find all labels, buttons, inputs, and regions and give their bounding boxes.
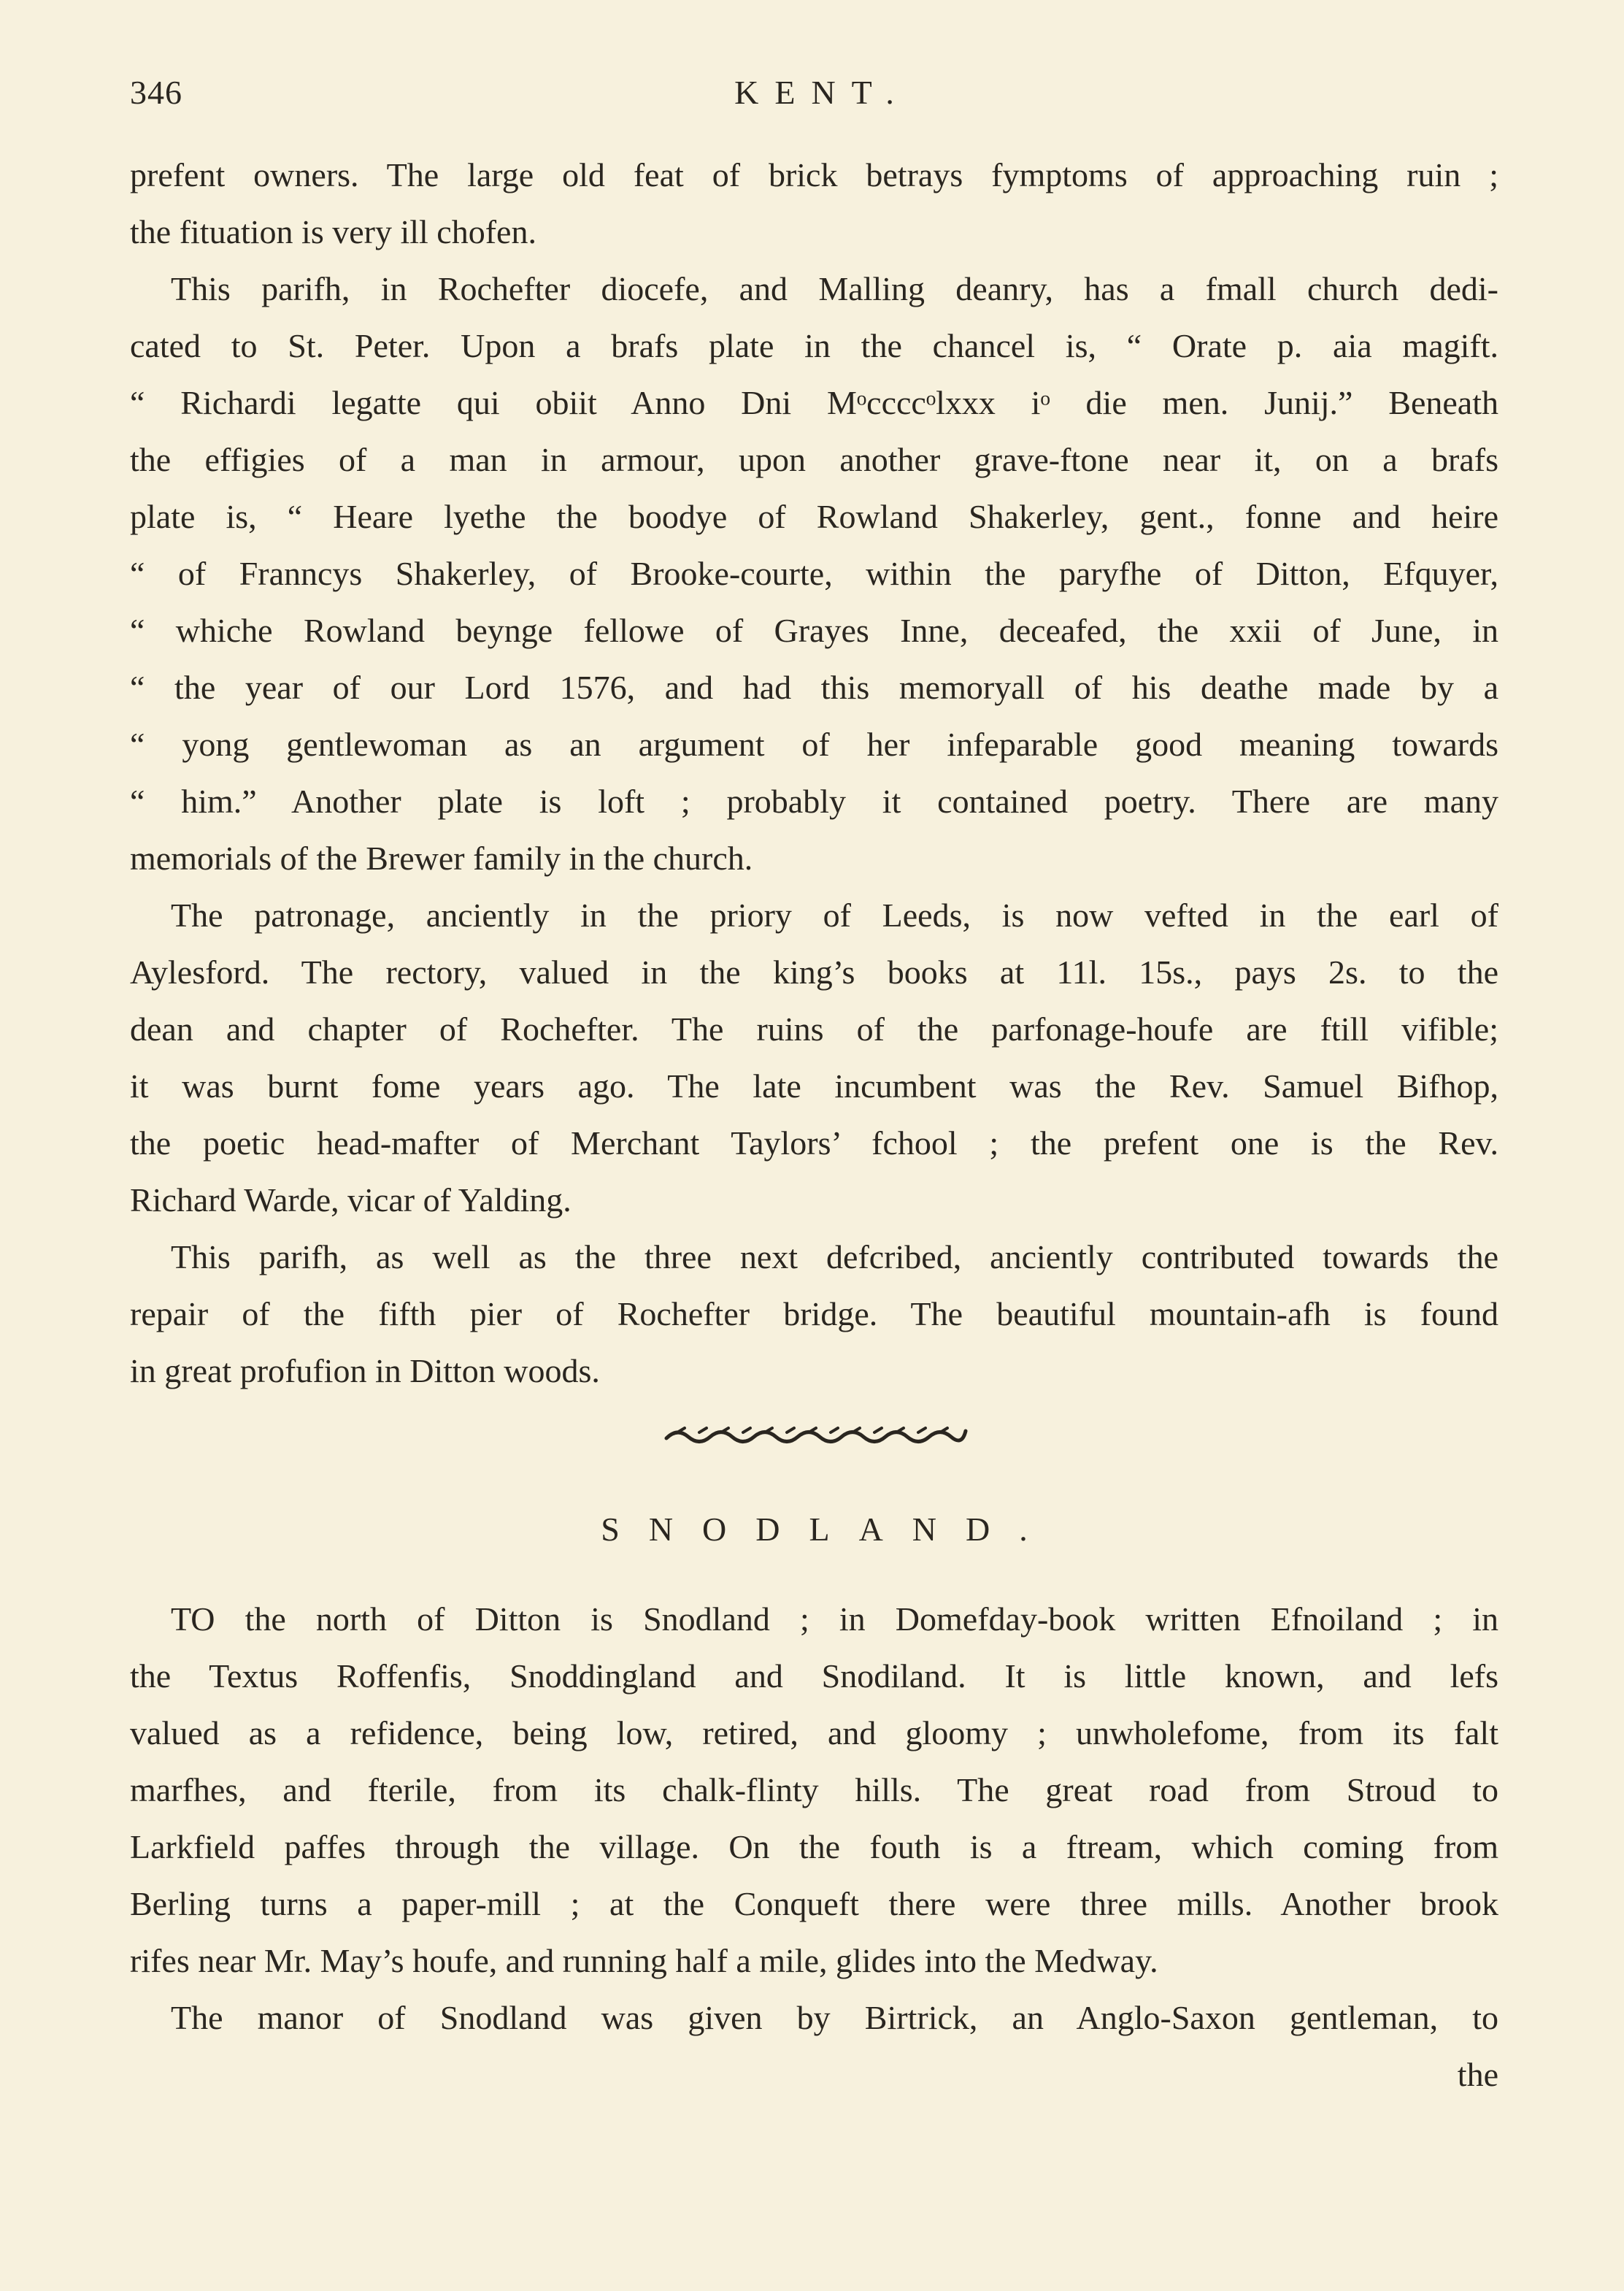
text-line: dean and chapter of Rochefter. The ruins of the parfonage-houfe are ftill vifible; (130, 1010, 1498, 1048)
text-line: prefent owners. The large old feat of brick betrays fymptoms of approaching ruin ; (130, 156, 1498, 193)
text-line: cated to St. Peter. Upon a brafs plate in the chancel is, “ Orate p. aia magift. (130, 327, 1498, 364)
text-line: “ the year of our Lord 1576, and had this memoryall of his deathe made by a (130, 669, 1498, 706)
text-line: plate is, “ Heare lyethe the boodye of Rowland Shakerley, gent., fonne and heire (130, 498, 1498, 535)
text-line: valued as a refidence, being low, retired, and gloomy ; unwholefome, from its falt (130, 1714, 1498, 1751)
text-line: “ of Franncys Shakerley, of Brooke-courte, within the paryfhe of Ditton, Efquyer, (130, 555, 1498, 592)
text-line: it was burnt fome years ago. The late incumbent was the Rev. Samuel Bifhop, (130, 1067, 1498, 1105)
text-line: TO the north of Ditton is Snodland ; in Domefday-book written Efnoiland ; in (171, 1600, 1498, 1638)
text-line: “ whiche Rowland beynge fellowe of Grayes Inne, deceafed, the xxii of June, in (130, 612, 1498, 649)
running-title: KENT. (734, 74, 910, 111)
text-line: This parifh, as well as the three next defcribed, anciently contributed towards the (171, 1238, 1498, 1275)
catchword: the (1457, 2056, 1498, 2093)
text-line: the Textus Roffenfis, Snoddingland and Snodiland. It is little known, and lefs (130, 1657, 1498, 1695)
text-line: repair of the fifth pier of Rochefter bridge. The beautiful mountain-afh is found (130, 1295, 1498, 1332)
text-line: memorials of the Brewer family in the church. (130, 840, 753, 877)
section-title: SNODLAND. (601, 1511, 1057, 1548)
text-line: the effigies of a man in armour, upon another grave-ftone near it, on a brafs (130, 441, 1498, 478)
text-line: in great profufion in Ditton woods. (130, 1352, 600, 1389)
text-line: marfhes, and fterile, from its chalk-flinty hills. The great road from Stroud to (130, 1771, 1498, 1808)
text-line: The manor of Snodland was given by Birtrick, an Anglo-Saxon gentleman, to (171, 1999, 1498, 2036)
text-line: “ Richardi legatte qui obiit Anno Dni Mᵒccccᵒlxxx iᵒ die men. Junij.” Beneath (130, 384, 1498, 421)
decorative-ornament (663, 1424, 969, 1446)
text-line: Larkfield paffes through the village. On the fouth is a ftream, which coming from (130, 1828, 1498, 1865)
text-line: rifes near Mr. May’s houfe, and running half a mile, glides into the Medway. (130, 1942, 1158, 1979)
page-number: 346 (130, 74, 182, 111)
text-line: “ yong gentlewoman as an argument of her infeparable good meaning towards (130, 726, 1498, 763)
text-line: “ him.” Another plate is loft ; probably it contained poetry. There are many (130, 783, 1498, 820)
text-line: the poetic head-mafter of Merchant Taylors’ fchool ; the prefent one is the Rev. (130, 1124, 1498, 1162)
text-line: the fituation is very ill chofen. (130, 213, 536, 250)
text-line: Berling turns a paper-mill ; at the Conqueft there were three mills. Another brook (130, 1885, 1498, 1922)
running-head (130, 73, 1498, 117)
text-line: Richard Warde, vicar of Yalding. (130, 1181, 572, 1219)
text-line: This parifh, in Rochefter diocefe, and Malling deanry, has a fmall church dedi- (171, 270, 1498, 307)
text-line: Aylesford. The rectory, valued in the king’s books at 11l. 15s., pays 2s. to the (130, 953, 1498, 991)
text-line: The patronage, anciently in the priory of Leeds, is now vefted in the earl of (171, 897, 1498, 934)
